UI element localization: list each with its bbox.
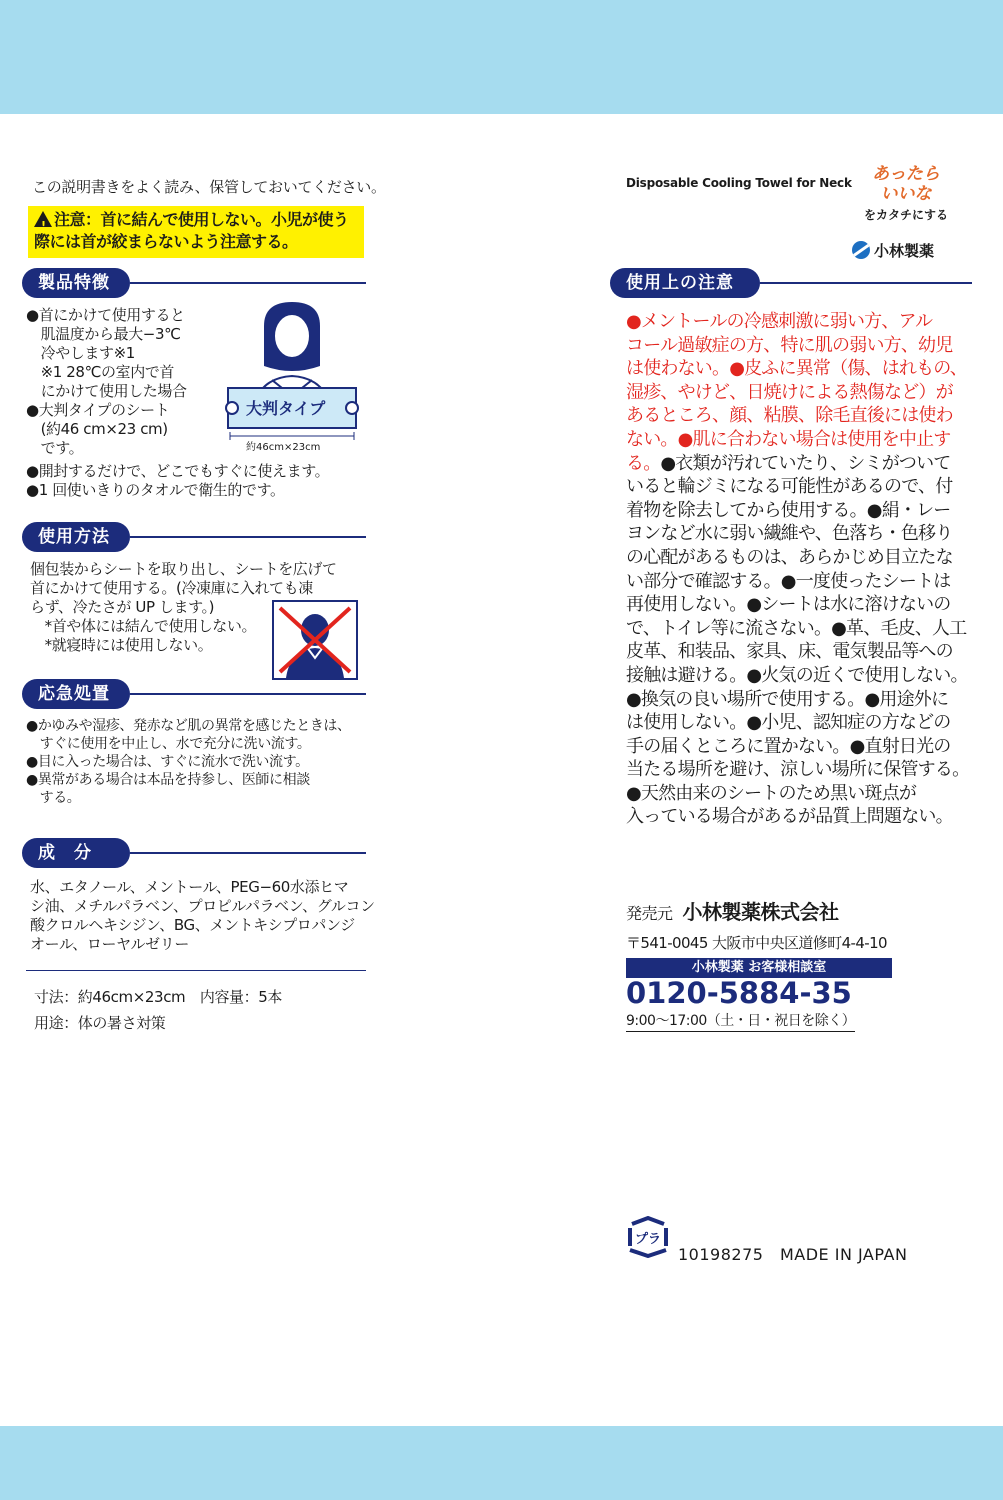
precaution-black-fragment: ●衣類が汚れていたり、シミがついて: [660, 452, 951, 474]
usage-line: 首にかけて使用する。(冷凍庫に入れても凍: [30, 579, 313, 597]
precaution-line: い部分で確認する。●一度使ったシートは: [626, 570, 951, 592]
made-in-line: [678, 1242, 907, 1265]
precaution-red-line: 湿疹、やけど、日焼けによる熱傷など）が: [626, 381, 953, 403]
slogan-line-1: あったら: [872, 164, 940, 184]
precaution-line: ヨンなど水に弱い繊維や、色落ち・色移り: [626, 523, 953, 545]
features-list-wide: [26, 462, 366, 500]
warning-box: [28, 206, 364, 258]
precaution-line: 入っている場合があるが品質上問題ない。: [626, 806, 953, 828]
kobayashi-logo-icon: [852, 241, 870, 259]
precaution-mixed-line: [626, 452, 972, 476]
brand-logo: [852, 240, 934, 261]
slogan-logo: [848, 164, 964, 223]
warning-triangle-icon: !: [34, 211, 52, 227]
first-aid-line: すぐに使用を中止し、水で充分に洗い流す。: [26, 736, 311, 752]
recycle-label: プラ: [634, 1232, 662, 1247]
slogan-line-3: をカタチにする: [863, 208, 948, 222]
ingredients-line: シ油、メチルパラベン、プロピルパラベン、グルコン: [30, 897, 375, 915]
precaution-red-line: コール過敏症の方、特に肌の弱い方、幼児: [626, 334, 953, 356]
warning-line-2: 際には首が絞まらないよう注意する。: [34, 232, 298, 251]
usage-rule: [130, 536, 366, 538]
made-in-japan: MADE IN JAPAN: [779, 1245, 908, 1264]
spec-use: 用途：体の暑さ対策: [34, 1014, 166, 1032]
usage-heading: 使用方法: [22, 522, 130, 552]
precaution-line: 再使用しない。●シートは水に溶けないの: [626, 594, 951, 616]
ingredients-rule: [130, 852, 366, 854]
spec-size: 寸法：約46cm×23cm 内容量：5本: [34, 988, 283, 1006]
precaution-line: 皮革、和装品、家具、床、電気製品等への: [626, 641, 953, 663]
precaution-line: 接触は避ける。●火気の近くで使用しない。: [626, 664, 968, 686]
usage-line: 個包装からシートを取り出し、シートを広げて: [30, 560, 337, 578]
features-item: です。: [26, 439, 84, 457]
spec-divider: [26, 970, 366, 971]
first-aid-heading: 応急処置: [22, 679, 130, 709]
features-item: 肌温度から最大−3℃: [26, 325, 181, 343]
first-aid-line: ●異常がある場合は本品を持参し、医師に相談: [26, 772, 310, 788]
ingredients-text: [30, 878, 376, 954]
seller-name: 小林製薬株式会社: [682, 900, 839, 924]
plastic-recycle-icon: [626, 1216, 670, 1258]
address: 〒541-0045 大阪市中央区道修町4-4-10: [626, 934, 887, 952]
contact-title: 小林製薬 お客様相談室: [626, 958, 892, 978]
precaution-line: 着物を除去してから使用する。●絹・レー: [626, 499, 951, 521]
precaution-red-line: ない。●肌に合わない場合は使用を中止す: [626, 428, 951, 450]
ingredients-line: オール、ローヤルゼリー: [30, 935, 189, 953]
seller-label: 発売元: [626, 904, 673, 923]
brand-name: 小林製薬: [874, 242, 935, 260]
phone-number: 0120-5884-35: [626, 976, 852, 1010]
ingredients-line: 酸クロルヘキシジン、BG、メントキシプロパンジ: [30, 916, 355, 934]
first-aid-line: ●かゆみや湿疹、発赤など肌の異常を感じたときは、: [26, 718, 351, 734]
features-heading: 製品特徴: [22, 268, 130, 298]
person-holding-sheet-illustration: [212, 296, 372, 456]
precaution-red-fragment: る。: [626, 452, 661, 474]
first-aid-line: する。: [26, 790, 81, 806]
precaution-red-line: ●メントールの冷感刺激に弱い方、アル: [626, 311, 933, 332]
features-list: [26, 306, 236, 458]
product-code: 10198275: [678, 1245, 764, 1264]
features-item: にかけて使用した場合: [26, 382, 187, 400]
usage-line: *首や体には結んで使用しない。: [30, 617, 257, 635]
features-item: ※1 28℃の室内で首: [26, 363, 175, 381]
features-item: (約46 cm×23 cm): [26, 420, 168, 438]
precaution-line: ●換気の良い場所で使用する。●用途外に: [626, 688, 949, 710]
precaution-line: 当たる場所を避け、涼しい場所に保管する。: [626, 759, 970, 781]
precautions-heading: 使用上の注意: [610, 268, 760, 298]
usage-line: らず、冷たさが UP します。): [30, 598, 215, 616]
precaution-line: の心配があるものは、あらかじめ目立たな: [626, 546, 953, 568]
features-item: 冷やします※1: [26, 344, 135, 362]
intro-text: この説明書きをよく読み、保管しておいてください。: [32, 178, 386, 196]
no-tie-prohibition-icon: [272, 600, 358, 680]
english-product-name: Disposable Cooling Towel for Neck: [626, 176, 852, 190]
precautions-text: [626, 310, 972, 829]
first-aid-text: [26, 717, 372, 807]
illustration-label: 大判タイプ: [246, 399, 326, 418]
precaution-line: 手の届くところに置かない。●直射日光の: [626, 735, 951, 757]
ingredients-line: 水、エタノール、メントール、PEG−60水添ヒマ: [30, 878, 349, 896]
features-item: ●1 回使いきりのタオルで衛生的です。: [26, 481, 285, 499]
features-item: ●首にかけて使用すると: [26, 306, 185, 324]
features-rule: [130, 282, 366, 284]
precautions-rule: [760, 282, 972, 284]
slogan-line-2: いいな: [880, 184, 932, 204]
precaution-red-line: は使わない。●皮ふに異常（傷、はれもの、: [626, 358, 967, 380]
ingredients-heading: 成 分: [22, 838, 130, 868]
precaution-red-line: あるところ、顔、粘膜、除毛直後には使わ: [626, 405, 953, 427]
usage-line: *就寝時には使用しない。: [30, 636, 213, 654]
illustration-size: 約46cm×23cm: [246, 442, 321, 453]
precaution-line: いると輪ジミになる可能性があるので、付: [626, 476, 953, 498]
warning-line-1: 注意：首に結んで使用しない。小児が使う: [54, 210, 349, 229]
precaution-line: は使用しない。●小児、認知症の方などの: [626, 712, 951, 734]
features-item: ●大判タイプのシート: [26, 401, 170, 419]
seller: [626, 896, 839, 925]
business-hours: 9:00〜17:00（土・日・祝日を除く）: [626, 1010, 855, 1032]
first-aid-rule: [130, 693, 366, 695]
precaution-line: で、トイレ等に流さない。●革、毛皮、人工: [626, 617, 967, 639]
precaution-line: ●天然由来のシートのため黒い斑点が: [626, 782, 917, 804]
first-aid-line: ●目に入った場合は、すぐに流水で洗い流す。: [26, 754, 309, 770]
features-item: ●開封するだけで、どこでもすぐに使えます。: [26, 462, 330, 480]
label-panel: [0, 114, 1003, 1426]
